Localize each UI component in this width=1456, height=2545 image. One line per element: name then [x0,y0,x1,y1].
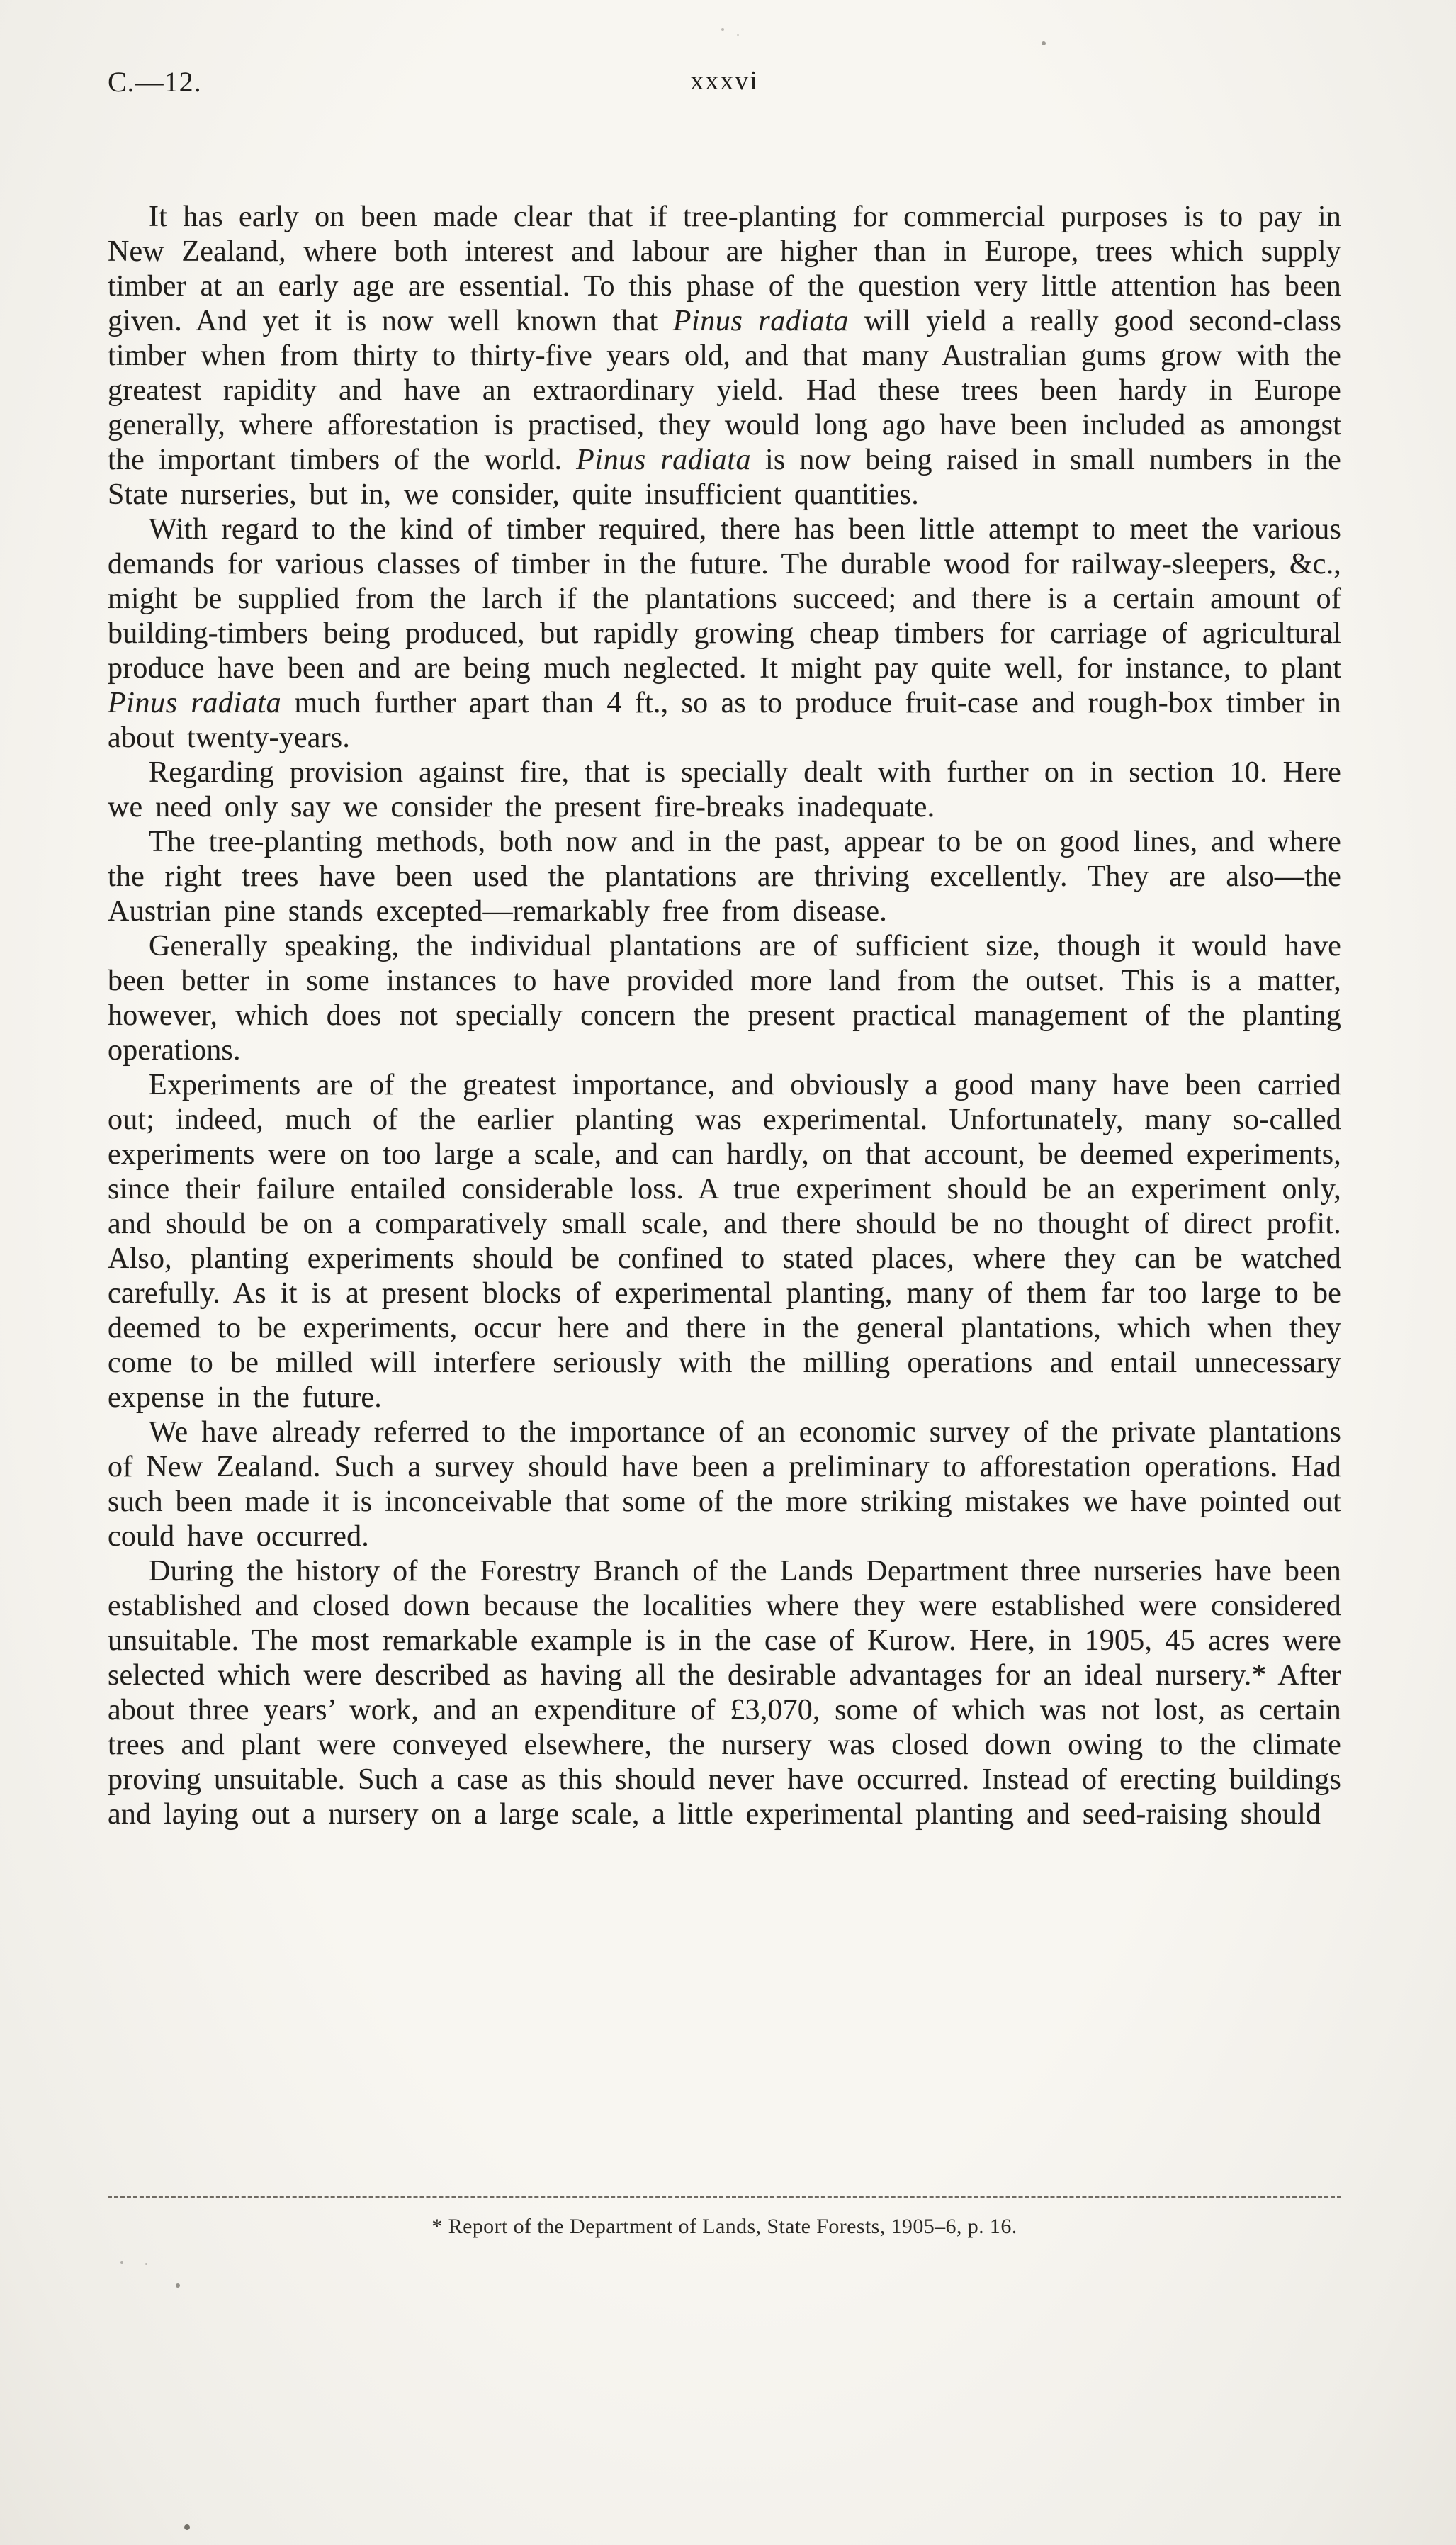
scan-speck [176,2283,180,2288]
scan-speck [737,34,739,36]
footnote: * Report of the Department of Lands, State Forests, 1905–6, p. 16. [431,2215,1017,2238]
page-header [108,65,1341,102]
footnote-divider [108,2196,1341,2198]
paragraph: During the history of the Forestry Branch of the Lands Department three nurseries have been established and closed down because the localities where they were established were considered unsuitable. The most remarkable example is in the case of Kurow. Here, in 1905, 45 acres were selected which were described as having all the desirable advantages for an ideal nursery.* After about three years’ work, and an expenditure of £3,070, some of which was not lost, as certain trees and plant were conveyed elsewhere, the nursery was closed down owing to the climate proving unsuitable. Such a case as this should never have occurred. Instead of erecting buildings and laying out a nursery on a large scale, a little experimental planting and seed-raising should [108,1555,1341,1831]
paragraph: We have already referred to the importance of an economic survey of the private plantations of New Zealand. Such a survey should have been a preliminary to afforestation operations. Had such been made it is inconceivable that some of the more striking mistakes we have pointed out could have occurred. [108,1416,1341,1553]
scan-speck [120,2261,123,2264]
paragraph: It has early on been made clear that if tree-planting for commercial purposes is to pay in New Zealand, where both interest and labour are higher than in Europe, trees which supply timber at an early age are essential. To this phase of the question very little attention has been given. And yet it is now well known that Pinus radiata will yield a really good second-class timber when from thirty to thirty-five years old, and that many Australian gums grow with the greatest rapidity and have an extraordinary yield. Had these trees been hardy in Europe generally, where afforestation is practised, they would long ago have been included as amongst the important timbers of the world. Pinus radiata is now being raised in small numbers in the State nurseries, but in, we consider, quite insufficient quantities. [108,201,1341,511]
page-number: xxxvi [690,66,759,96]
paragraph: With regard to the kind of timber required, there has been little attempt to meet the various demands for various classes of timber in the future. The durable wood for railway-sleepers, &c., might be supplied from the larch if the plantations succeed; and there is a certain amount of building-timbers being produced, but rapidly growing cheap timbers for carriage of agricultural produce have been and are being much neglected. It might pay quite well, for instance, to plant Pinus radiata much further apart than 4 ft., so as to produce fruit-case and rough-box timber in about twenty-years. [108,513,1341,754]
scan-speck [145,2263,147,2265]
footnote-area [108,2196,1341,2239]
paragraph: The tree-planting methods, both now and in the past, appear to be on good lines, and where the right trees have been used the plantations are thriving excellently. They are also—the Austrian pine stands excepted—remarkably free from disease. [108,826,1341,928]
body-text [108,200,1341,1832]
scan-speck [184,2524,190,2530]
paragraph: Generally speaking, the individual plantations are of sufficient size, though it would have been better in some instances to have provided more land from the outset. This is a matter, however, which does not specially concern the present practical management of the planting operations. [108,930,1341,1067]
scan-speck [721,28,724,31]
report-code: C.—12. [108,66,202,98]
scan-speck [1042,41,1046,45]
paragraph: Experiments are of the greatest importance, and obviously a good many have been carried out; indeed, much of the earlier planting was experimental. Unfortunately, many so-called experiments were on too large a scale, and can hardly, on that account, be deemed experiments, since their failure entailed considerable loss. A true experiment should be an experiment only, and should be on a comparatively small scale, and there should be no thought of direct profit. Also, planting experiments should be confined to stated places, where they can be watched carefully. As it is at present blocks of experimental planting, many of them far too large to be deemed to be experiments, occur here and there in the general plantations, which when they come to be milled will interfere seriously with the milling operations and entail unnecessary expense in the future. [108,1069,1341,1414]
paragraph: Regarding provision against fire, that is specially dealt with further on in section 10. Here we need only say we consider the present fire-breaks inadequate. [108,756,1341,824]
